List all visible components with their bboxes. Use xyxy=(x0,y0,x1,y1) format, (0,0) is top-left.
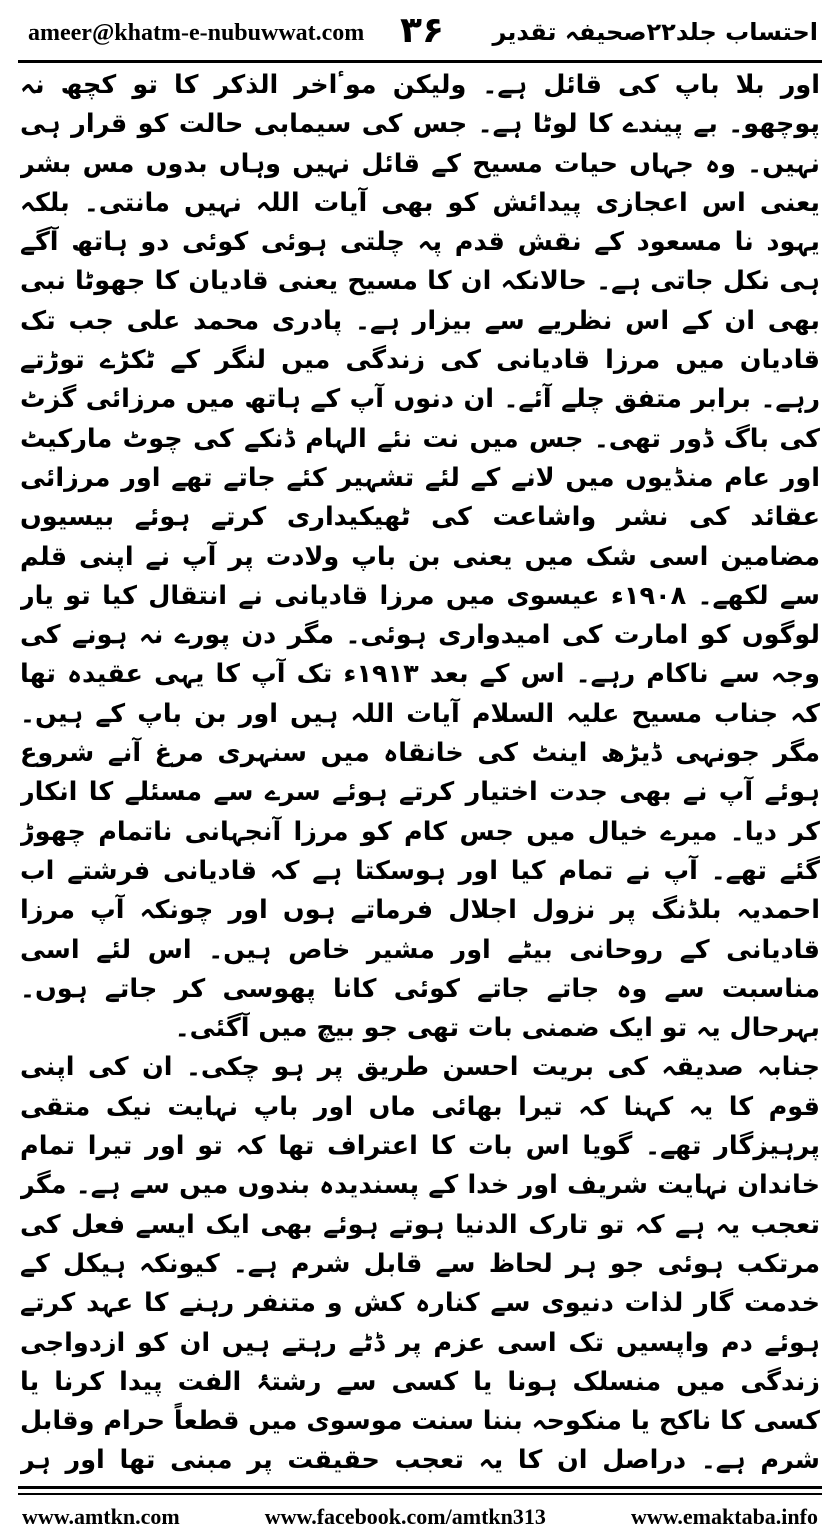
footer-link-amtkn[interactable]: www.amtkn.com xyxy=(22,1504,180,1529)
body-paragraph-2: جنابہ صدیقہ کی بریت احسن طریق پر ہو چکی۔ ان کی اپنی قوم کا یہ کہنا کہ تیرا بھائی ماں اور باپ نہایت نیک متقی پرہیزگار تھے۔ گویا اس بات کا اعتراف تھا کہ تو اور تیرا تمام خاندان نہایت شریف اور خدا کے پسندیدہ بندوں میں سے ہے۔ مگر تعجب یہ ہے کہ تو تارک الدنیا ہوتے ہوئے بھی ایک ایسے فعل کی مرتکب ہوئی جو ہر لحاظ سے قابل شرم ہے۔ کیونکہ ہیکل کے خدمت گار لذات دنیوی سے کنارہ کش و متنفر رہنے کا عہد کرتے ہوئے دم واپسیں تک اسی عزم پر ڈٹے رہتے ہیں ان کو ازدواجی زندگی میں منسلک ہونا یا کسی سے رشتۂ الفت پیدا کرنا یا کسی کا ناکح یا منکوحہ بننا سنت موسوی میں قطعاً حرام وقابل شرم ہے۔ دراصل ان کا یہ تعجب حقیقت پر مبنی تھا اور ہر xyxy=(20,1052,820,1476)
footer-link-facebook[interactable]: www.facebook.com/amtkn313 xyxy=(264,1504,546,1529)
footer-divider-top xyxy=(18,1486,822,1489)
page-number: ۳۶ xyxy=(400,10,444,51)
footer-divider-bottom xyxy=(18,1493,822,1495)
page-header xyxy=(28,10,818,58)
header-email: ameer@khatm-e-nubuwwat.com xyxy=(28,20,365,46)
header-divider xyxy=(18,60,822,63)
body-paragraph-1: اور بلا باپ کی قائل ہے۔ ولیکن موٴاخر الذکر کا تو کچھ نہ پوچھو۔ بے پیندے کا لوٹا ہے۔ جس کی سیمابی حالت کو قرار ہی نہیں۔ وہ جہاں حیات مسیح کے قائل نہیں وہاں بدوں مس بشر یعنی اس اعجازی پیدائش کو بھی آیات اللہ نہیں مانتی۔ بلکہ یہود نا مسعود کے نقش قدم پہ چلتی ہوئی کوئی دو ہاتھ آگے ہی نکل جاتی ہے۔ حالانکہ ان کا مسیح یعنی قادیان کا جھوٹا نبی بھی ان کے اس نظریے سے بیزار ہے۔ پادری محمد علی جب تک قادیان میں مرزا قادیانی کی زندگی میں لنگر کے ٹکڑے توڑتے رہے۔ برابر متفق چلے آئے۔ ان دنوں آپ کے ہاتھ میں مرزائی گزٹ کی باگ ڈور تھی۔ جس میں نت نئے الہام ڈنکے کی چوٹ مارکیٹ اور عام منڈیوں میں لانے کے لئے تشہیر کئے جاتے تھے اور مرزائی عقائد کی نشر واشاعت کی ٹھیکیداری کرتے ہوئے بیسیوں مضامین اسی شک میں یعنی بن باپ ولادت پر آپ نے اپنی قلم سے لکھے۔ ۱۹۰۸ء عیسوی میں مرزا قادیانی نے انتقال کیا تو یار لوگوں کو امارت کی امیدواری ہوئی۔ مگر دن پورے نہ ہونے کی وجہ سے ناکام رہے۔ اس کے بعد ۱۹۱۳ء تک آپ کا یہی عقیدہ تھا کہ جناب مسیح علیہ السلام آیات اللہ ہیں اور بن باپ کے ہیں۔ مگر جونہی ڈیڑھ اینٹ کی خانقاہ میں سنہری مرغ آنے شروع ہوئے آپ نے بھی جدت اختیار کرتے ہوئے سرے سے مسئلے کا انکار کر دیا۔ میرے خیال میں جس کام کو مرزا آنجہانی ناتمام چھوڑ گئے تھے۔ آپ نے تمام کیا اور ہوسکتا ہے کہ قادیانی فرشتے اب احمدیہ بلڈنگ پر نزول اجلال فرماتے ہوں اور چونکہ آپ مرزا قادیانی کے روحانی بیٹے اور مشیر خاص ہیں۔ اس لئے اسی مناسبت سے وہ جاتے جاتے کوئی کانا پھوسی کر جاتے ہوں۔ بہرحال یہ تو ایک ضمنی بات تھی جو بیچ میں آگئی۔ xyxy=(20,70,820,1044)
page-footer xyxy=(22,1500,818,1534)
book-title: احتساب جلد۲۲صحیفہ تقدیر xyxy=(492,18,818,46)
footer-link-emaktaba[interactable]: www.emaktaba.info xyxy=(630,1504,818,1529)
page-body xyxy=(20,66,820,1478)
